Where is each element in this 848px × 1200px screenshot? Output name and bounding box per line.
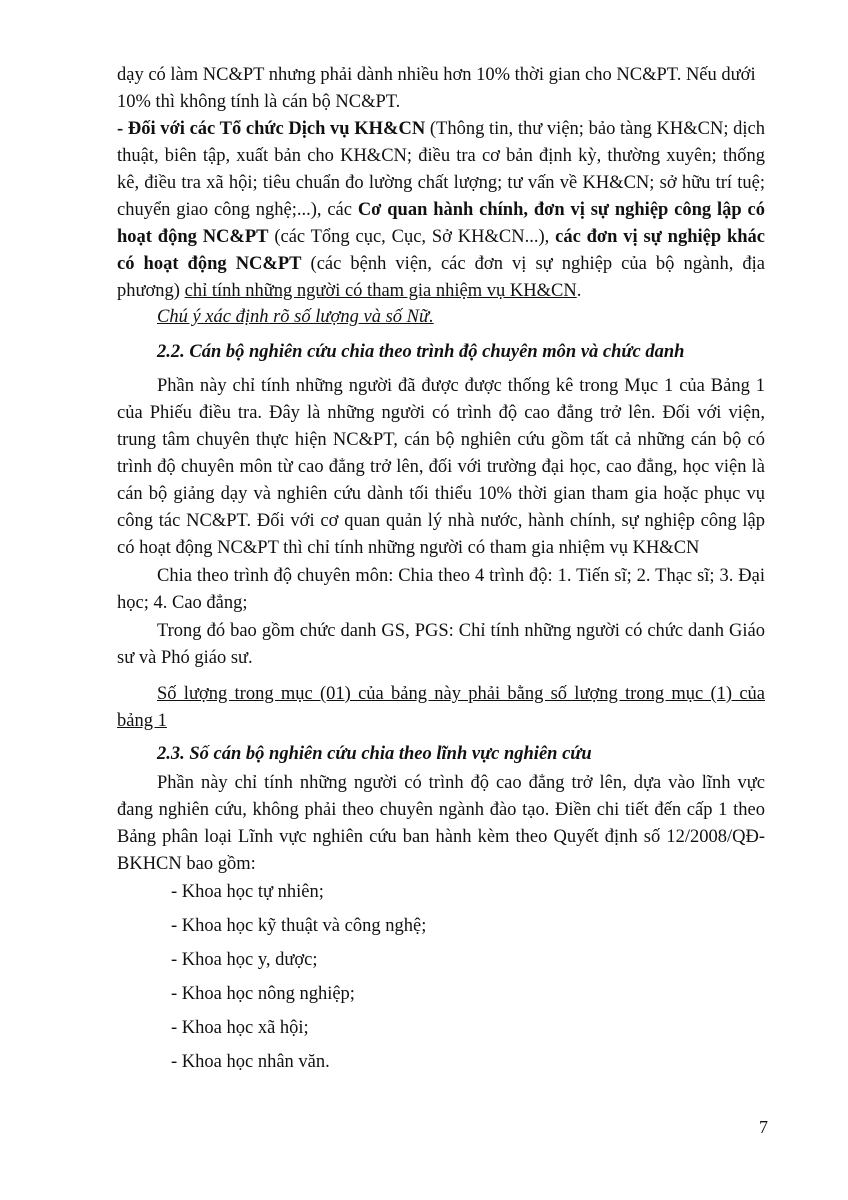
services-dash: - Đối với các xyxy=(117,119,220,139)
list-item: - Khoa học y, dược; xyxy=(171,950,318,970)
services-bold-2: Cơ quan hành chính, đơn vị sự nghiệp công lập có hoạt động NC&PT xyxy=(117,200,765,247)
intro-line-1: dạy có làm NC&PT nhưng phải dành nhiều hơn 10% thời gian cho NC&PT. Nếu dưới xyxy=(117,65,756,85)
research-field-list xyxy=(117,879,765,1076)
section-2-3-heading: 2.3. Số cán bộ nghiên cứu chia theo lĩnh vực nghiên cứu xyxy=(157,744,592,764)
section-2-2-paragraph-3: Trong đó bao gồm chức danh GS, PGS: Chỉ tính những người có chức danh Giáo sư và Phó giáo sư. xyxy=(117,621,765,668)
services-bold-3: các đơn vị sự nghiệp khác có hoạt động NC&PT xyxy=(117,227,765,274)
section-2-2-paragraph-2: Chia theo trình độ chuyên môn: Chia theo 4 trình độ: 1. Tiến sĩ; 2. Thạc sĩ; 3. Đại học; 4. Cao đẳng; xyxy=(117,566,765,613)
services-text-5: . xyxy=(576,281,582,301)
list-item: - Khoa học xã hội; xyxy=(171,1018,309,1038)
services-text-3: (các Tổng cục, Cục, Sở KH&CN...), xyxy=(268,227,556,247)
intro-paragraph xyxy=(117,62,765,116)
list-item: - Khoa học nhân văn. xyxy=(171,1052,330,1072)
list-item: - Khoa học nông nghiệp; xyxy=(171,984,355,1004)
page-number: 7 xyxy=(759,1117,768,1137)
section-2-2-heading: 2.2. Cán bộ nghiên cứu chia theo trình độ chuyên môn và chức danh xyxy=(157,342,685,362)
list-item: - Khoa học kỹ thuật và công nghệ; xyxy=(171,916,427,936)
services-bold-1: Tổ chức Dịch vụ KH&CN xyxy=(219,119,426,139)
services-underlined: chỉ tính những người có tham gia nhiệm vụ KH&CN xyxy=(184,281,577,301)
note-line: Chú ý xác định rõ số lượng và số Nữ. xyxy=(157,307,434,327)
services-text-2: (Thông tin, thư viện; bảo tàng KH&CN; dịch thuật, biên tập, xuất bản cho KH&CN; điều tra cơ bản định kỳ, thường xuyên; thống kê, điều tra xã hội; tiêu chuẩn đo lường chất lượng; tư vấn về KH&CN; sở hữu trí tuệ; chuyển giao công nghệ;...), các xyxy=(117,119,766,220)
section-2-2-paragraph-1: Phần này chỉ tính những người đã được được thống kê trong Mục 1 của Bảng 1 của Phiếu điều tra. Đây là những người có trình độ cao đẳng trở lên. Đối với viện, trung tâm chuyên thực hiện NC&PT, cán bộ nghiên cứu gồm tất cả những cán bộ có trình độ chuyên môn từ cao đẳng trở lên, đối với trường đại học, cao đẳng, học viện là cán bộ giảng dạy và nghiên cứu dành tối thiểu 10% thời gian tham gia hoặc phục vụ công tác NC&PT. Đối với cơ quan quản lý nhà nước, hành chính, sự nghiệp công lập có hoạt động NC&PT thì chỉ tính những người có tham gia nhiệm vụ KH&CN xyxy=(117,376,765,558)
services-paragraph xyxy=(117,116,765,305)
section-2-2-paragraph-4: Số lượng trong mục (01) của bảng này phải bằng số lượng trong mục (1) của bảng 1 xyxy=(117,684,765,731)
services-text-4: (các bệnh viện, các đơn vị sự nghiệp của bộ ngành, địa phương) xyxy=(117,254,765,301)
list-item: - Khoa học tự nhiên; xyxy=(171,882,324,902)
intro-line-2: 10% thì không tính là cán bộ NC&PT. xyxy=(117,92,401,112)
section-2-3-paragraph-1: Phần này chỉ tính những người có trình độ cao đẳng trở lên, dựa vào lĩnh vực đang nghiên cứu, không phải theo chuyên ngành đào tạo. Điền chi tiết đến cấp 1 theo Bảng phân loại Lĩnh vực nghiên cứu ban hành kèm theo Quyết định số 12/2008/QĐ-BKHCN bao gồm: xyxy=(117,773,765,874)
